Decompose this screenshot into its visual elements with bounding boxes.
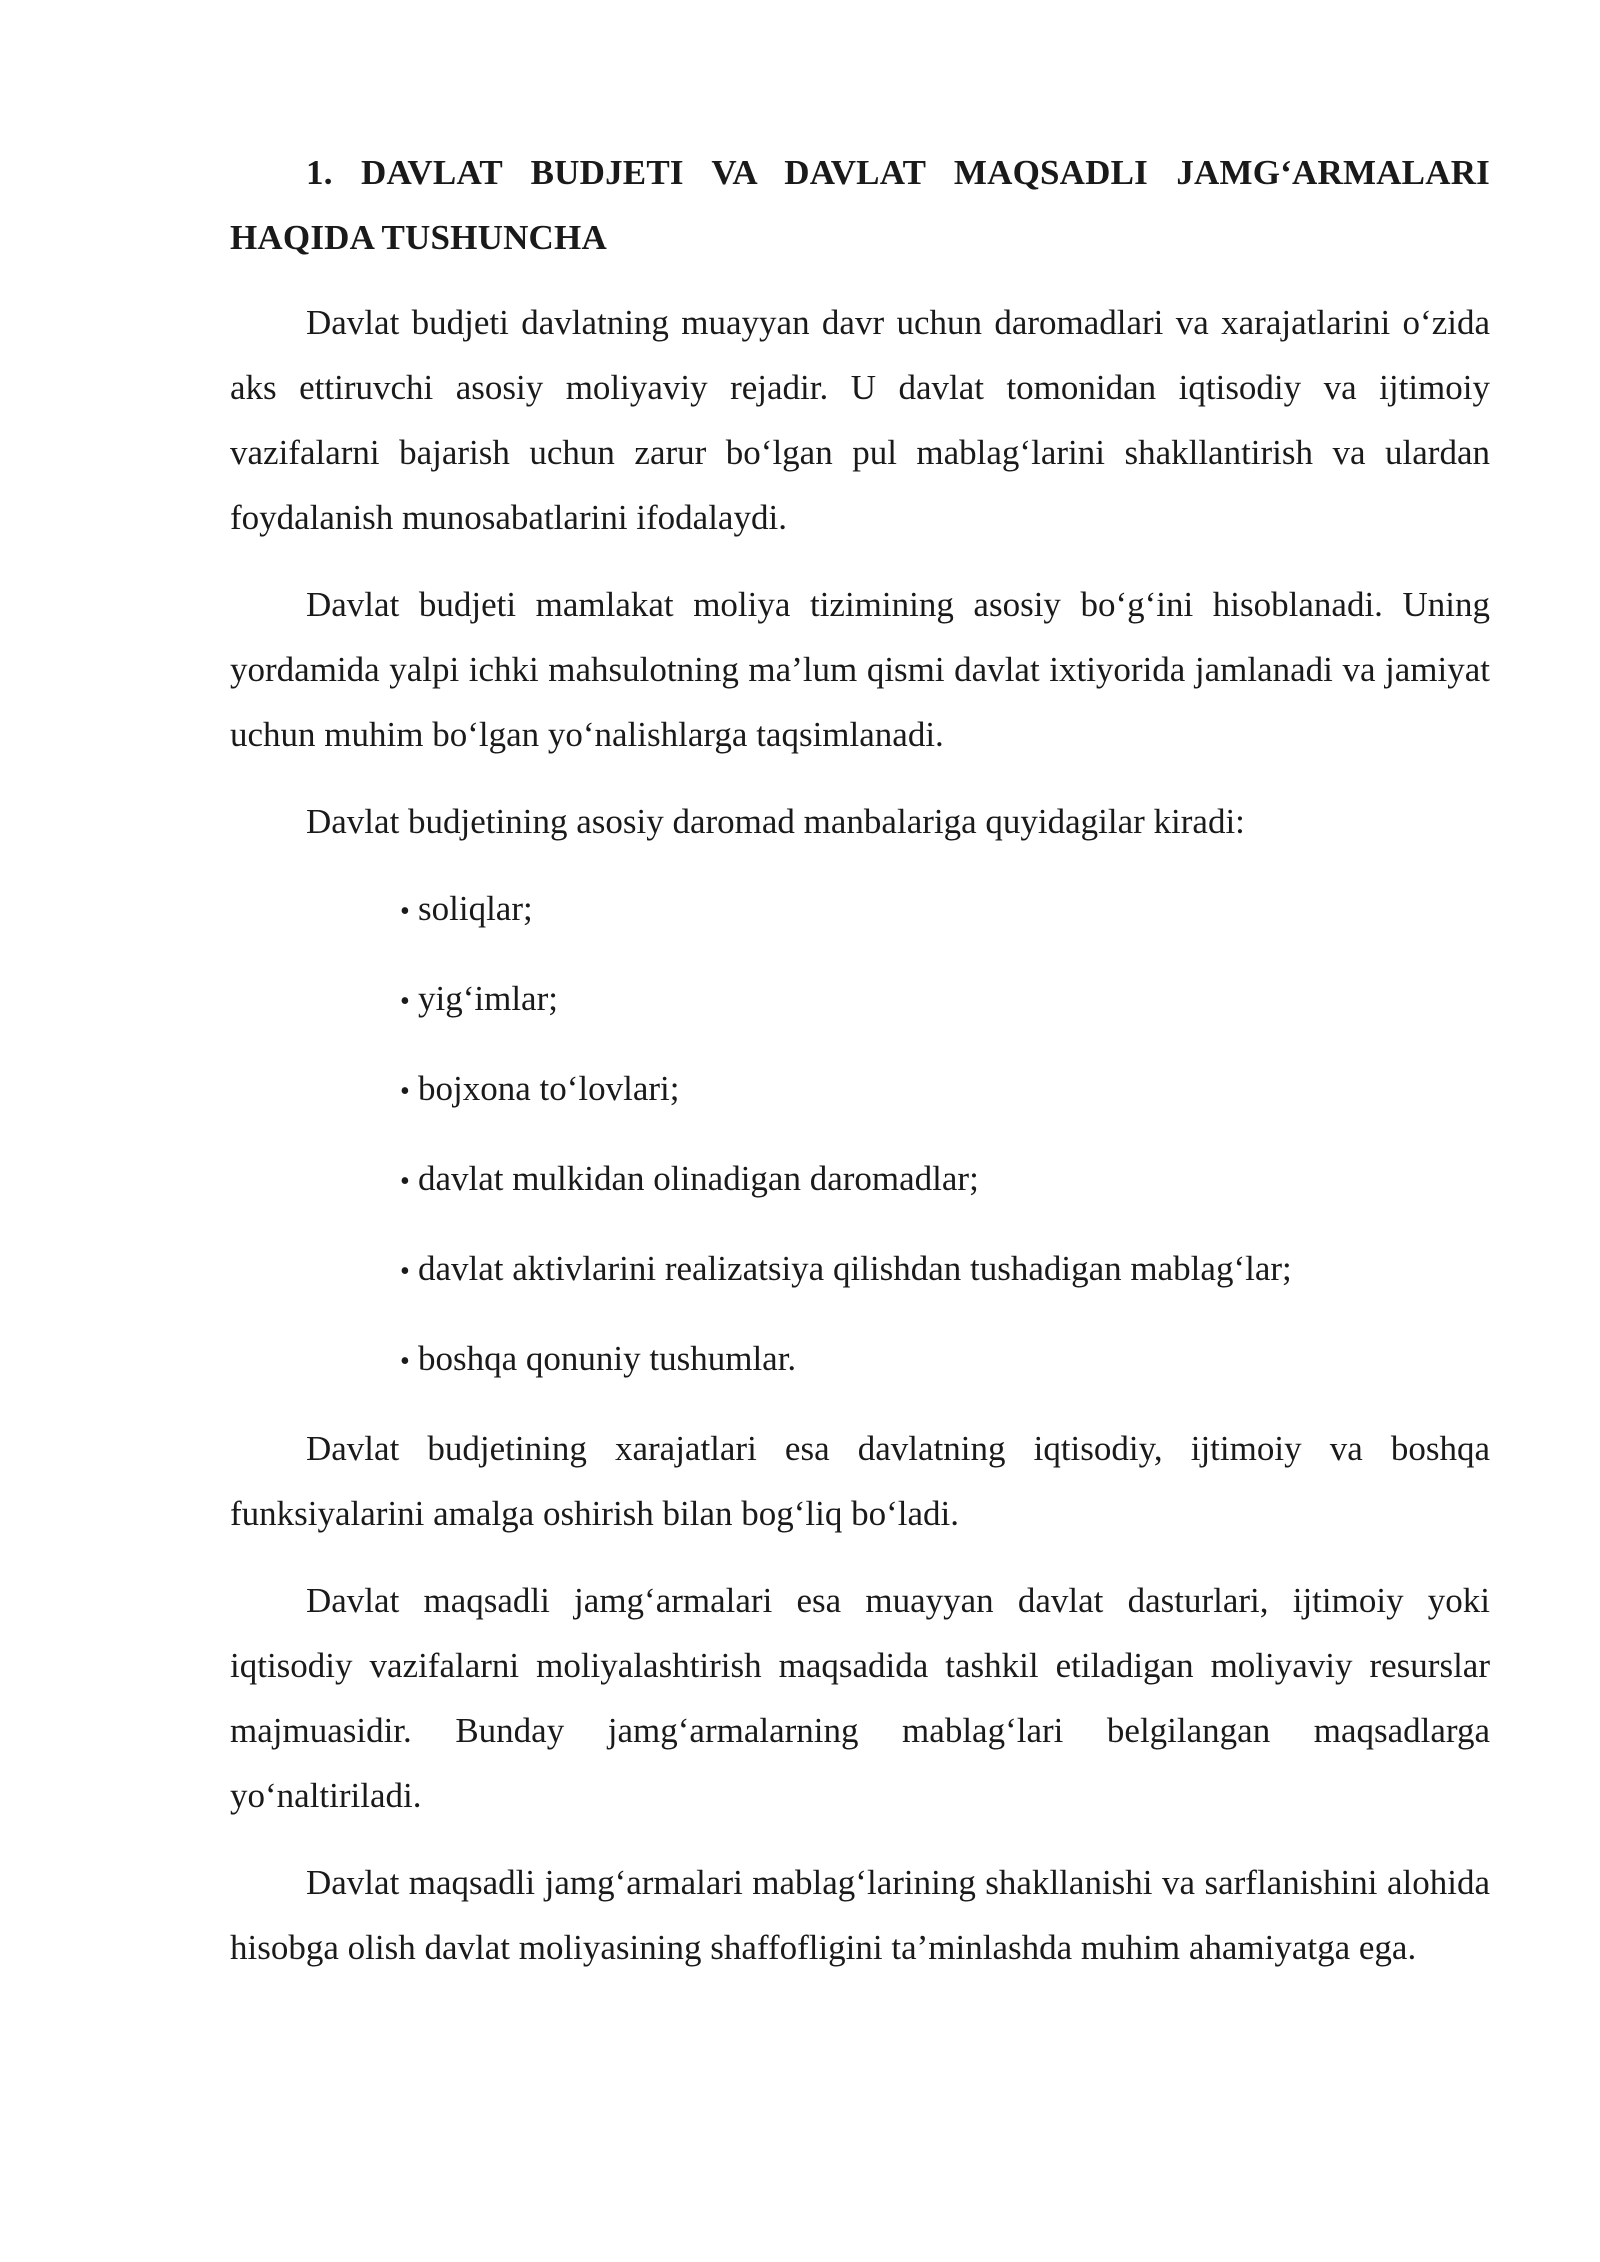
list-item	[400, 966, 1490, 1034]
bullet-icon: •	[400, 896, 410, 927]
paragraph: Davlat maqsadli jamg‘armalari mablag‘larining shakllanishi va sarflanishini alohida hisobga olish davlat moliyasining shaffofligini ta’minlashda muhim ahamiyatga ega.	[230, 1863, 1490, 1967]
list-item	[400, 1326, 1490, 1394]
bullet-icon: •	[400, 1076, 410, 1107]
list-item-text: bojxona to‘lovlari;	[418, 1069, 680, 1108]
bullet-icon: •	[400, 1346, 410, 1377]
bullet-icon: •	[400, 1166, 410, 1197]
list-intro-paragraph: Davlat budjetining asosiy daromad manbalariga quyidagilar kiradi:	[306, 802, 1245, 841]
list-item	[400, 1056, 1490, 1124]
list-item	[400, 1236, 1490, 1304]
income-sources-list	[230, 876, 1490, 1394]
list-item-text: davlat aktivlarini realizatsiya qilishdan tushadigan mablag‘lar;	[418, 1249, 1292, 1288]
list-item-text: davlat mulkidan olinadigan daromadlar;	[418, 1159, 979, 1198]
list-item-text: yig‘imlar;	[418, 979, 558, 1018]
paragraph: Davlat budjeti davlatning muayyan davr uchun daromadlari va xarajatlarini o‘zida aks ettiruvchi asosiy moliyaviy rejadir. U davlat tomonidan iqtisodiy va ijtimoiy vazifalarni bajarish uchun zarur bo‘lgan pul mablag‘larini shakllantirish va ulardan foydalanish munosabatlarini ifodalaydi.	[230, 303, 1490, 537]
paragraph: Davlat budjetining xarajatlari esa davlatning iqtisodiy, ijtimoiy va boshqa funksiyalarini amalga oshirish bilan bog‘liq bo‘ladi.	[230, 1429, 1490, 1533]
section-heading: 1. DAVLAT BUDJETI VA DAVLAT MAQSADLI JAMG‘ARMALARI HAQIDA TUSHUNCHA	[230, 153, 1490, 257]
paragraph: Davlat budjeti mamlakat moliya tizimining asosiy bo‘g‘ini hisoblanadi. Uning yordamida yalpi ichki mahsulotning ma’lum qismi davlat ixtiyorida jamlanadi va jamiyat uchun muhim bo‘lgan yo‘nalishlarga taqsimlanadi.	[230, 585, 1490, 754]
list-item	[400, 1146, 1490, 1214]
bullet-icon: •	[400, 1256, 410, 1287]
list-item-text: soliqlar;	[418, 889, 533, 928]
list-item-text: boshqa qonuniy tushumlar.	[418, 1339, 797, 1378]
document-page	[230, 140, 1490, 2002]
paragraph: Davlat maqsadli jamg‘armalari esa muayyan davlat dasturlari, ijtimoiy yoki iqtisodiy vazifalarni moliyalashtirish maqsadida tashkil etiladigan moliyaviy resurslar majmuasidir. Bunday jamg‘armalarning mablag‘lari belgilangan maqsadlarga yo‘naltiriladi.	[230, 1581, 1490, 1815]
bullet-icon: •	[400, 986, 410, 1017]
list-item	[400, 876, 1490, 944]
